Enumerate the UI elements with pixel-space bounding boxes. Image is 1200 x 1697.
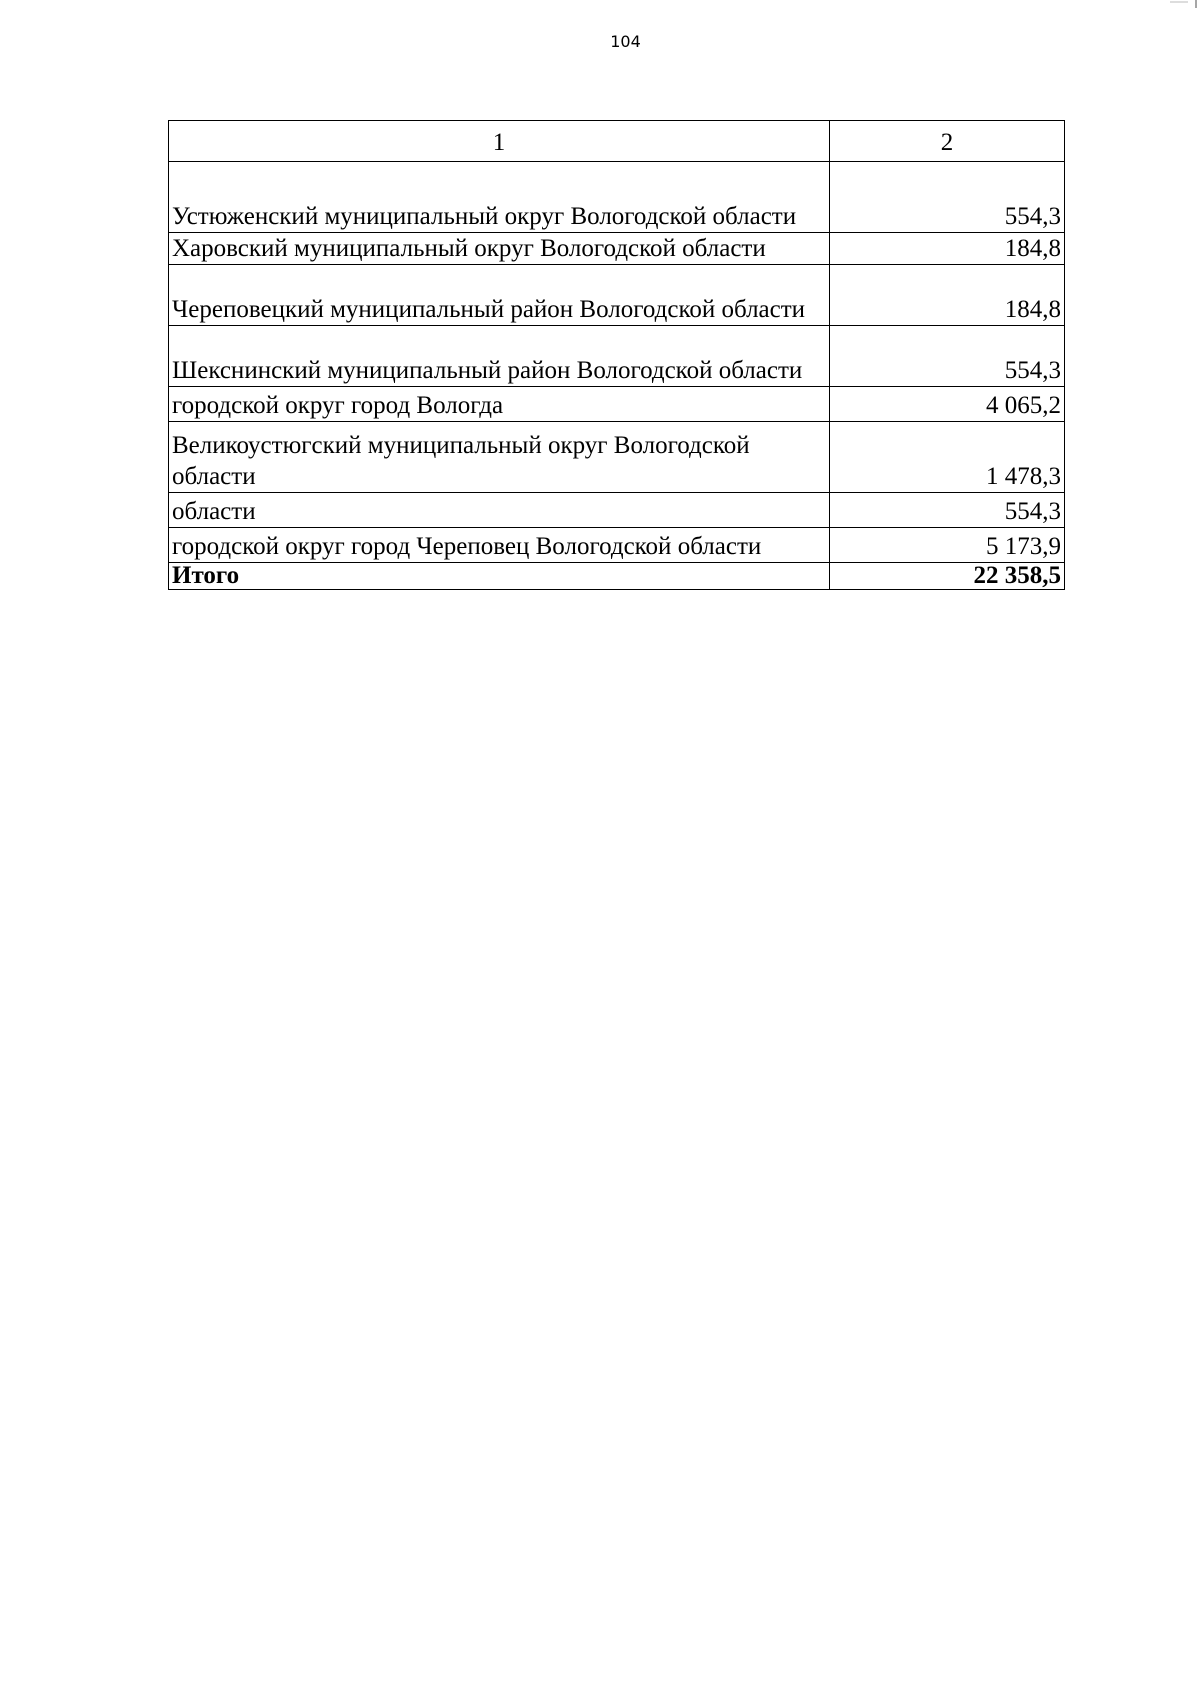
allocation-table (168, 120, 1065, 590)
row-value: 554,3 (830, 162, 1065, 233)
column-header-1: 1 (169, 121, 830, 162)
row-value: 4 065,2 (830, 387, 1065, 422)
table-row (169, 422, 1065, 493)
row-name: городской округ город Череповец Вологодской области (169, 528, 830, 563)
table-row (169, 387, 1065, 422)
row-value: 554,3 (830, 326, 1065, 387)
row-value: 184,8 (830, 233, 1065, 265)
row-name: Харовский муниципальный округ Вологодской области (169, 233, 830, 265)
table-row (169, 233, 1065, 265)
total-value: 22 358,5 (830, 563, 1065, 590)
table-row (169, 326, 1065, 387)
row-name: области (169, 493, 830, 528)
total-row (169, 563, 1065, 590)
row-name: Великоустюгский муниципальный округ Вологодской области (169, 422, 830, 493)
table-row (169, 493, 1065, 528)
total-label: Итого (169, 563, 830, 590)
row-value: 184,8 (830, 265, 1065, 326)
row-value: 1 478,3 (830, 422, 1065, 493)
row-name: Череповецкий муниципальный район Вологодской области (169, 265, 830, 326)
page-number: 104 (610, 32, 641, 51)
table-row (169, 265, 1065, 326)
row-name: Устюженский муниципальный округ Вологодской области (169, 162, 830, 233)
scan-edge-mark (1170, 0, 1200, 8)
row-value: 5 173,9 (830, 528, 1065, 563)
table-header-row (169, 121, 1065, 162)
table-row (169, 528, 1065, 563)
row-name: городской округ город Вологда (169, 387, 830, 422)
row-value: 554,3 (830, 493, 1065, 528)
column-header-2: 2 (830, 121, 1065, 162)
table-row (169, 162, 1065, 233)
row-name: Шекснинский муниципальный район Вологодской области (169, 326, 830, 387)
